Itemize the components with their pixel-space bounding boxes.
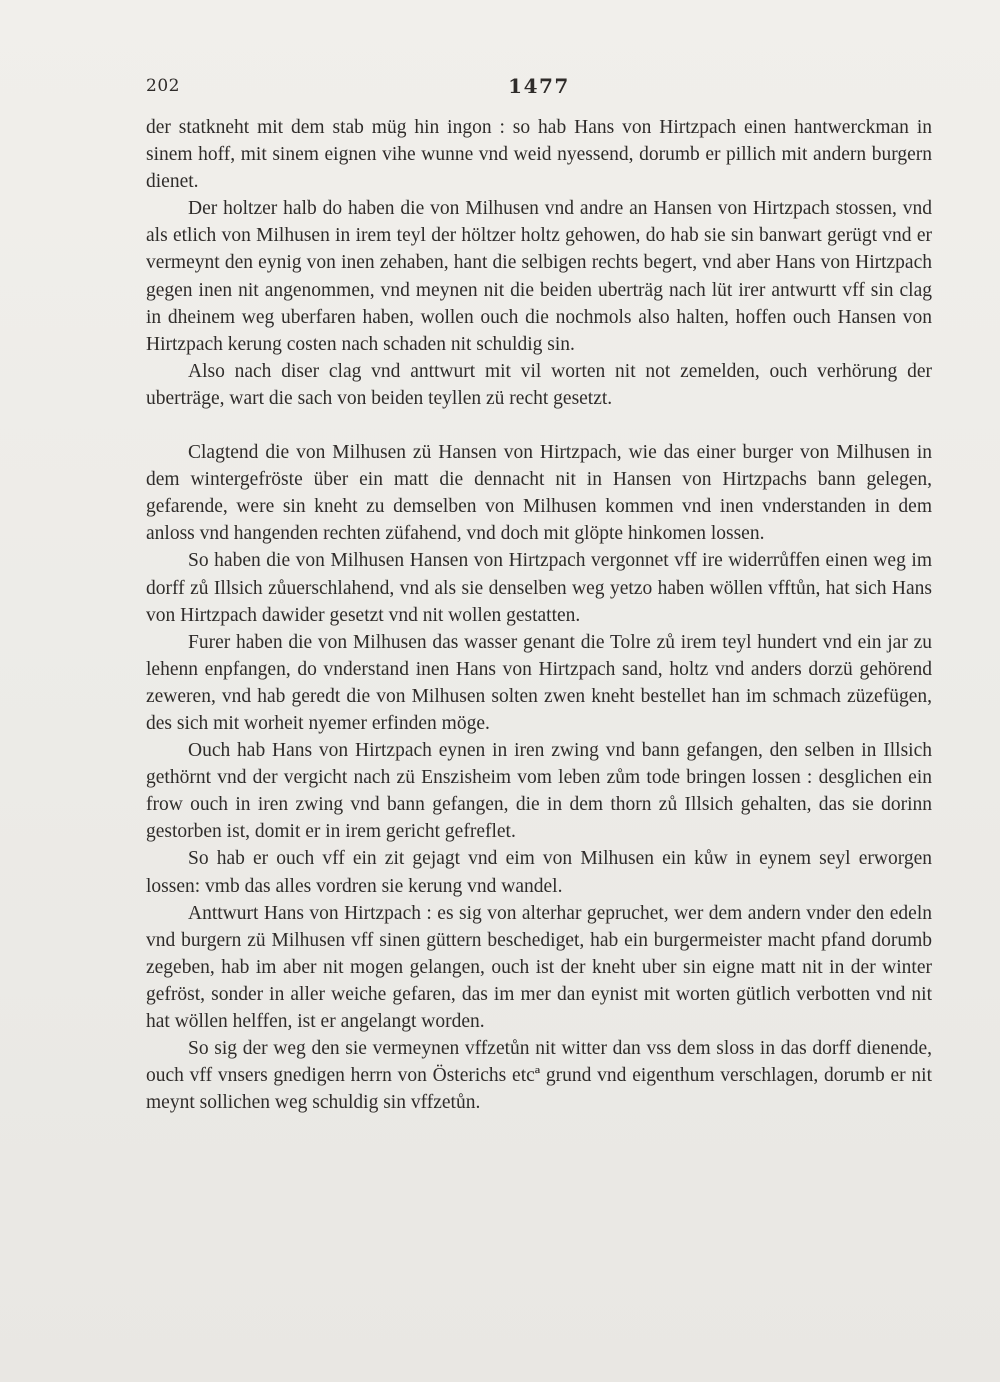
paragraph: So hab er ouch vff ein zit gejagt vnd eim von Milhusen ein kůw in eynem seyl erworgen lossen: vmb das alles vordren sie kerung vnd wandel. [146,848,932,897]
paragraph: der statkneht mit dem stab müg hin ingon : so hab Hans von Hirtzpach einen hantwerckman in sinem hoff, mit sinem eignen vihe wunne vnd weid nyessend, dorumb er pillich mit andern burgern dienet. [146,117,932,193]
paragraph: Also nach diser clag vnd anttwurt mit vil worten nit not zemelden, ouch verhörung der uberträge, wart die sach von beiden teyllen zü recht gesetzt. [146,360,932,409]
paragraph: Furer haben die von Milhusen das wasser genant die Tolre zů irem teyl hundert vnd ein jar zu lehenn enpfangen, do vnderstand inen Hans von Hirtzpach sand, holtz vnd anders dorzü gehörend zeweren, vnd hab geredt die von Milhusen solten zwen kneht bestellet han im schmach züzefügen, des sich mit worheit nyemer erfinden möge. [146,631,932,734]
paragraph: So haben die von Milhusen Hansen von Hirtzpach vergonnet vff ire widerrůffen einen weg im dorff zů Illsich zůuerschlahend, vnd als sie denselben weg yetzo haben wöllen vfftůn, hat sich Hans von Hirtzpach dawider gesetzt vnd nit wollen gestatten. [146,550,932,626]
paragraph: Clagtend die von Milhusen zü Hansen von Hirtzpach, wie das einer burger von Milhusen in dem wintergefröste über ein matt die dennacht nit in Hansen von Hirtzpachs bann gelegen, gefarende, were sin kneht zu demselben von Milhusen kommen vnd inen vnderstanden in dem anloss vnd hangenden rechten züfahend, vnd doch mit glöpte hinkomen lossen. [146,442,932,545]
paragraph: Anttwurt Hans von Hirtzpach : es sig von alterhar gepruchet, wer dem andern vnder den edeln vnd burgern zü Milhusen vff sinen güttern beschediget, hab ein burgermeister macht pfand dorumb zegeben, hab im aber nit mogen gelangen, ouch ist der kneht uber sin eigne matt nit in der winter gefröst, sonder in aller weiche gefaren, das im mer dan eynist mit worten gütlich verbotten vnd nit hat wöllen helffen, ist er angelangt worden. [146,902,932,1032]
body-text [146,114,932,1116]
page-number: 202 [146,76,180,96]
paragraph: Der holtzer halb do haben die von Milhusen vnd andre an Hansen von Hirtzpach stossen, vnd als etlich von Milhusen in irem teyl der höltzer holtz gehowen, do hab sie sin banwart gerügt vnd er vermeynt den eynig von inen zehaben, hant die selbigen rechts begert, vnd aber Hans von Hirtzpach gegen inen nit angenommen, vnd meynen nit die beiden uberträg nach lüt irer antwurtt vff sin clag in dheinem weg uberfaren haben, wollen ouch die nochmols also halten, hoffen ouch Hansen von Hirtzpach kerung costen nach schaden nit schuldig sin. [146,198,932,355]
paragraph: Ouch hab Hans von Hirtzpach eynen in iren zwing vnd bann gefangen, den selben in Illsich gethörnt vnd der vergicht nach zü Enszisheim vom leben zům tode bringen lossen : desglichen ein frow ouch in iren zwing vnd bann gefangen, die in dem thorn zů Illsich gehalten, das sie dorinn gestorben ist, domit er in irem gericht gefreflet. [146,740,932,843]
page-header [146,72,932,102]
paragraph: So sig der weg den sie vermeynen vffzetůn nit witter dan vss dem sloss in das dorff dienende, ouch vff vnsers gnedigen herrn von Österichs etcª grund vnd eigenthum verschlagen, dorumb er nit meynt sollichen weg schuldig sin vffzetůn. [146,1038,932,1114]
section-gap [146,412,932,439]
page-year-heading: 1477 [508,74,570,98]
